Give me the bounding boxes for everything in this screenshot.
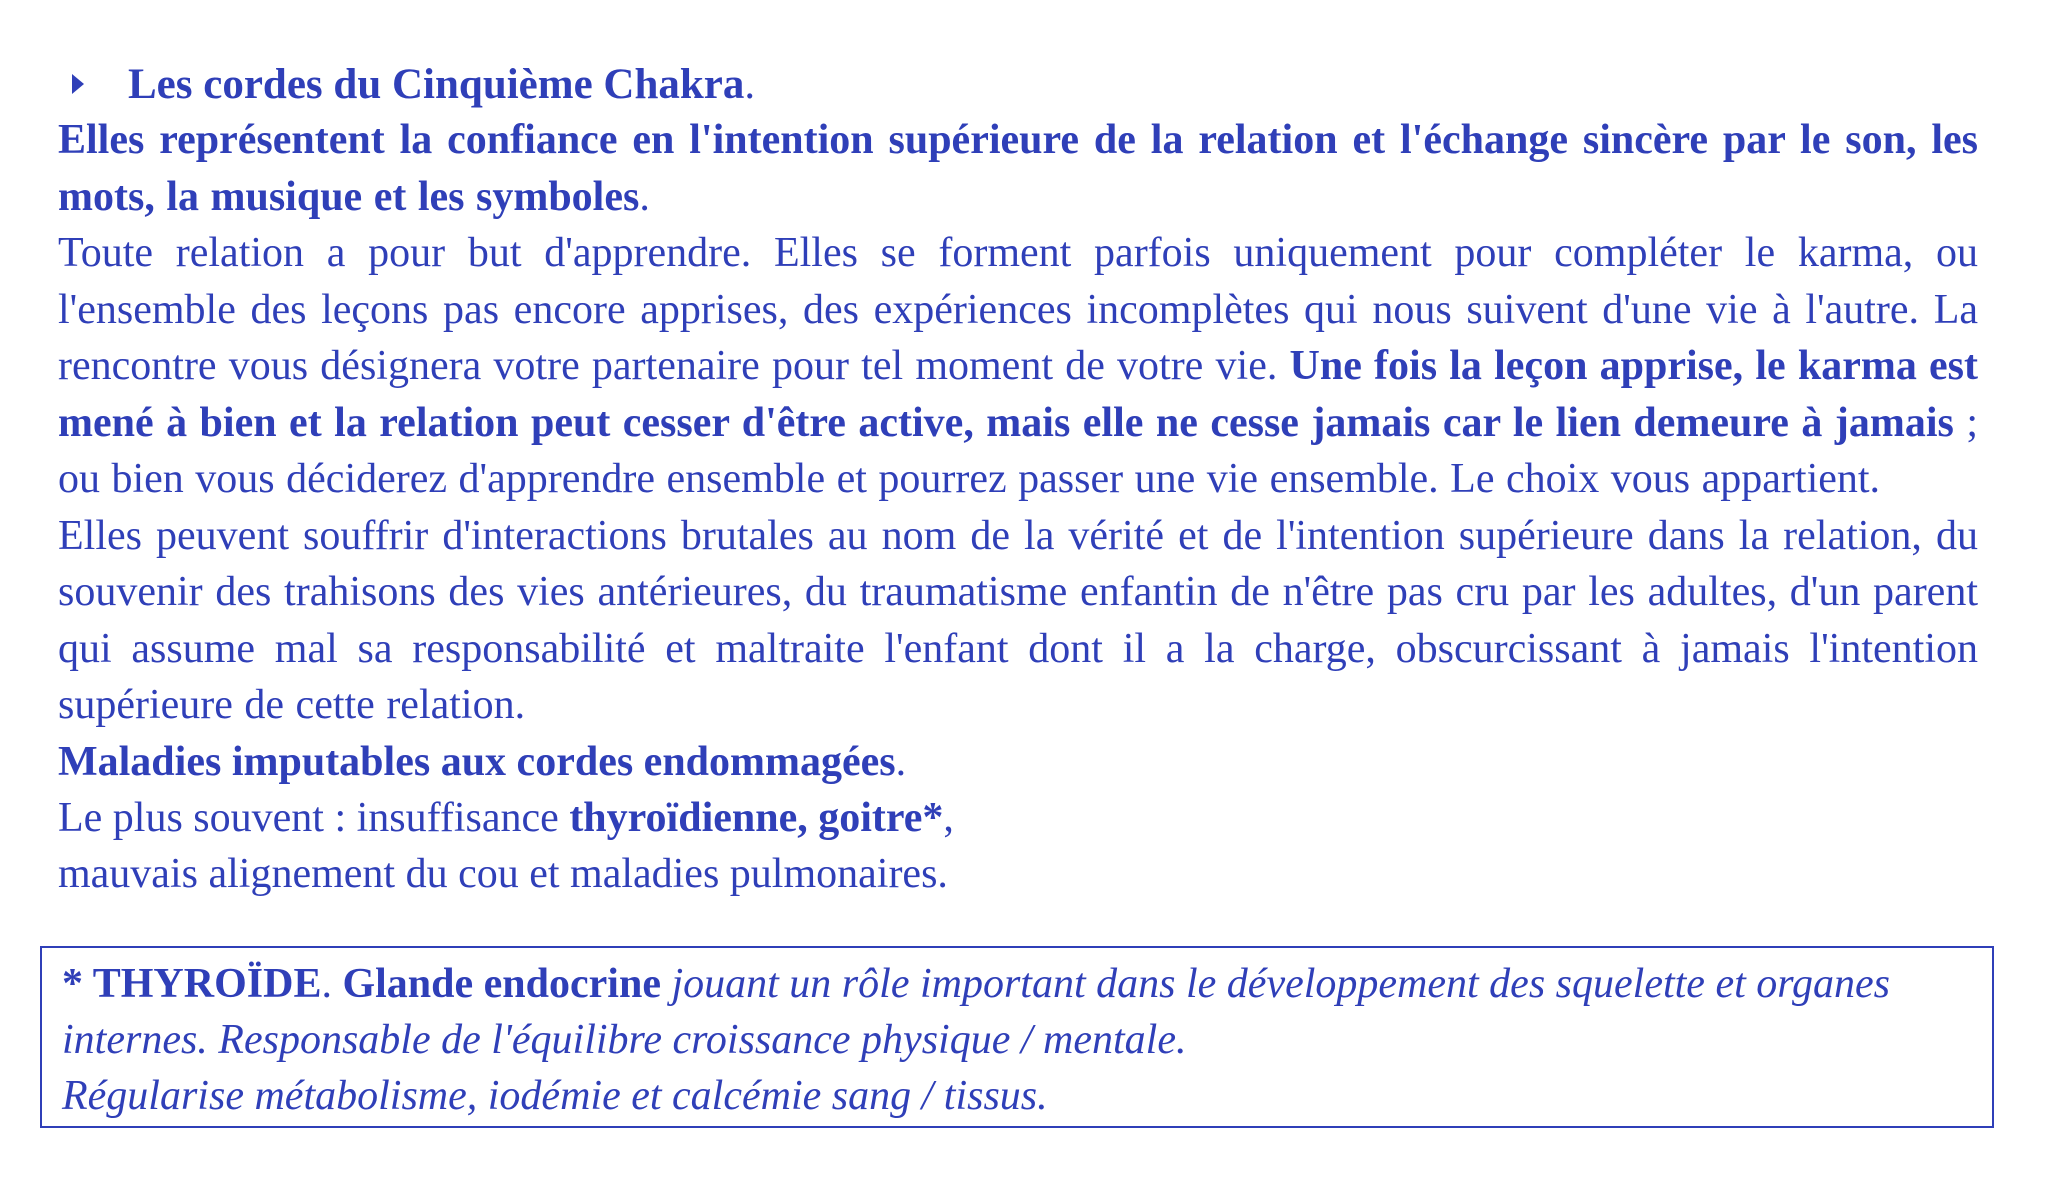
note-first-block bbox=[62, 956, 1972, 1068]
lead-period: . bbox=[639, 173, 650, 220]
section-heading bbox=[72, 58, 1978, 112]
note-term2: Glande endocrine bbox=[342, 961, 661, 1007]
note-italic-2: Régularise métabolisme, iodémie et calcémie sang / tissus. bbox=[62, 1073, 1048, 1119]
para1-part1: Toute relation a pour but d'apprendre. Elles se forment parfois uniquement pour compléter le karma, ou l'ensemble des leçons pas encore apprises, des expériences incomplètes qui nous suivent d'une vie à l'autre. La rencontre vous désignera votre partenaire pour tel moment de votre vie. bbox=[58, 230, 1978, 389]
diseases-line1-suffix: , bbox=[943, 794, 954, 841]
diseases-title-text: Maladies imputables aux cordes endommagées bbox=[58, 738, 896, 785]
para1-part2: ; ou bien vous déciderez d'apprendre ensemble et pourrez passer une vie ensemble. Le choix vous appartient. bbox=[58, 399, 1978, 502]
heading-title: Les cordes du Cinquième Chakra bbox=[128, 61, 745, 108]
paragraph-karma bbox=[58, 225, 1978, 508]
diseases-line1-bold: thyroïdienne, goitre* bbox=[569, 794, 944, 841]
note-star: * bbox=[62, 961, 93, 1007]
lead-paragraph bbox=[58, 112, 1978, 225]
diseases-line-2 bbox=[58, 846, 1978, 902]
para1-bold: Une fois la leçon apprise, le karma est mené à bien et la relation peut cesser d'être active, mais elle ne cesse jamais car le lien demeure à jamais bbox=[58, 343, 1978, 446]
note-term: THYROÏDE bbox=[92, 961, 322, 1007]
lead-text: Elles représentent la confiance en l'intention supérieure de la relation et l'échange sincère par le son, les mots, la musique et les symboles bbox=[58, 117, 1978, 220]
para2-text: Elles peuvent souffrir d'interactions brutales au nom de la vérité et de l'intention supérieure dans la relation, du souvenir des trahisons des vies antérieures, du traumatisme enfantin de n'être pas cru par les adultes, d'un parent qui assume mal sa responsabilité et maltraite l'enfant dont il a la charge, obscurcissant à jamais l'intention supérieure de cette relation. bbox=[58, 512, 1978, 728]
diseases-line2-text: mauvais alignement du cou et maladies pulmonaires. bbox=[58, 850, 948, 897]
paragraph-suffering bbox=[58, 508, 1978, 734]
diseases-line1-prefix: Le plus souvent : insuffisance bbox=[58, 794, 570, 841]
note-italic-1: jouant un rôle important dans le développement des squelette et organes internes. Responsable de l'équilibre croissance physique / mentale. bbox=[62, 961, 1891, 1063]
diseases-line-1 bbox=[58, 790, 1978, 846]
document-page bbox=[58, 58, 1978, 902]
thyroid-note-box bbox=[40, 946, 1994, 1128]
heading-period: . bbox=[744, 61, 756, 108]
diseases-title bbox=[58, 734, 1978, 790]
note-sep: . bbox=[321, 961, 343, 1007]
triangle-bullet-icon bbox=[72, 74, 84, 94]
diseases-title-period: . bbox=[895, 738, 907, 785]
